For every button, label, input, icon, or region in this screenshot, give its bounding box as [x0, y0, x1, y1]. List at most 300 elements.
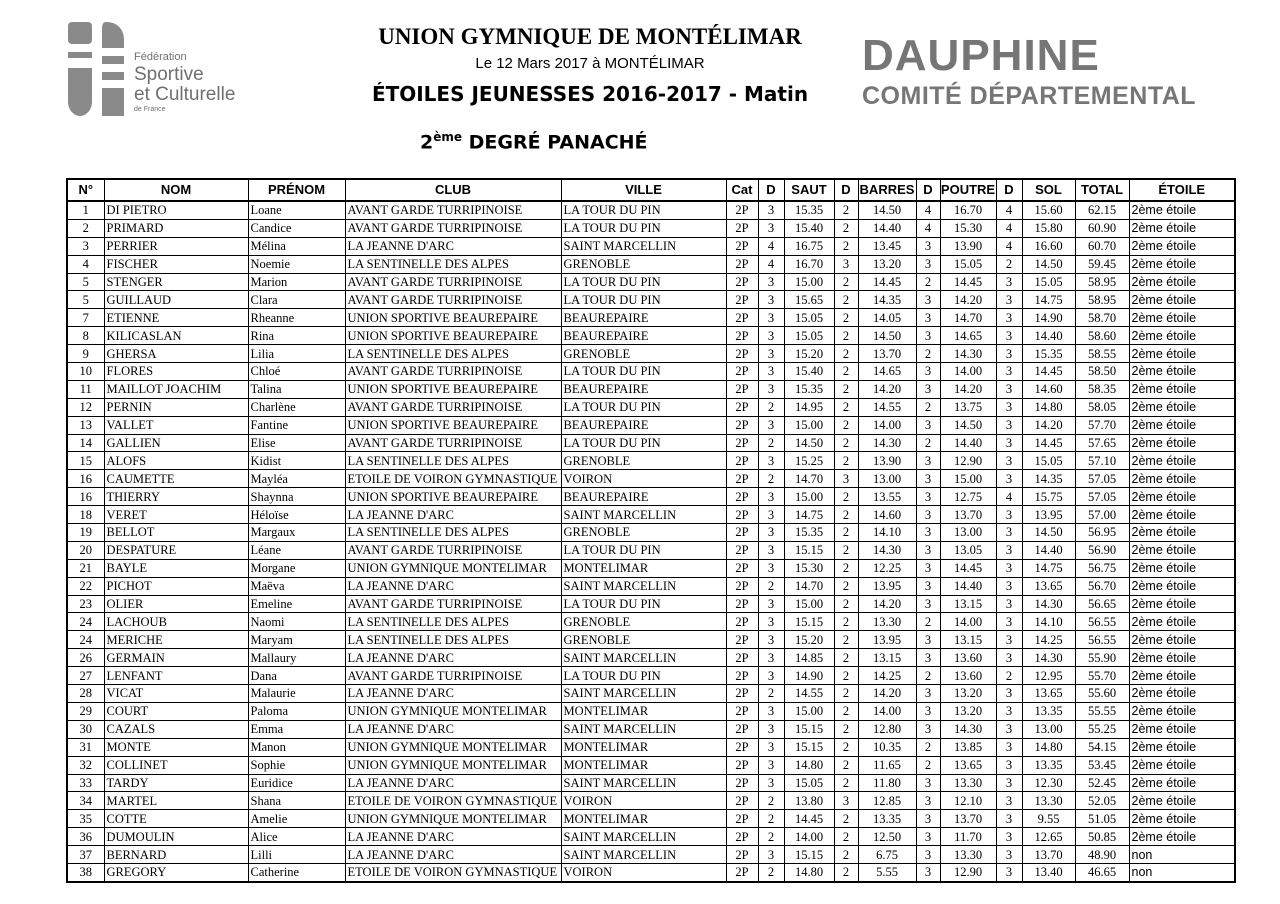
table-cell: 14.60 — [1022, 380, 1075, 398]
table-cell: 3 — [916, 685, 940, 703]
table-cell: 14.65 — [858, 363, 916, 381]
table-cell: 2ème étoile — [1129, 613, 1235, 631]
table-cell: 2 — [758, 577, 784, 595]
table-cell: 2P — [726, 345, 758, 363]
table-cell: 2ème étoile — [1129, 577, 1235, 595]
table-cell: MONTELIMAR — [561, 702, 726, 720]
table-cell: LA JEANNE D'ARC — [345, 774, 561, 792]
table-cell: 2ème étoile — [1129, 631, 1235, 649]
table-cell: 15.15 — [784, 541, 834, 559]
table-cell: 3 — [996, 631, 1022, 649]
table-cell: Héloïse — [248, 506, 345, 524]
table-cell: Léane — [248, 541, 345, 559]
table-cell: 2P — [726, 327, 758, 345]
table-cell: 13.95 — [1022, 506, 1075, 524]
table-cell: 2P — [726, 237, 758, 255]
table-cell: Maëva — [248, 577, 345, 595]
organizer-title: UNION GYMNIQUE DE MONTÉLIMAR — [378, 24, 802, 49]
table-cell: 4 — [758, 237, 784, 255]
table-cell: 60.70 — [1075, 237, 1129, 255]
table-cell: 14.40 — [940, 577, 996, 595]
table-cell: Mayléa — [248, 470, 345, 488]
table-cell: LA TOUR DU PIN — [561, 667, 726, 685]
table-cell: Clara — [248, 291, 345, 309]
table-cell: 57.70 — [1075, 416, 1129, 434]
table-cell: 3 — [758, 595, 784, 613]
table-cell: 13.30 — [940, 774, 996, 792]
table-cell: 2 — [758, 828, 784, 846]
table-cell: 14.70 — [940, 309, 996, 327]
table-cell: 2 — [834, 201, 858, 219]
table-cell: VALLET — [104, 416, 248, 434]
table-cell: non — [1129, 863, 1235, 881]
table-cell: 2 — [834, 738, 858, 756]
table-cell: GUILLAUD — [104, 291, 248, 309]
table-cell: 3 — [916, 416, 940, 434]
table-cell: UNION SPORTIVE BEAUREPAIRE — [345, 327, 561, 345]
table-cell: 13.75 — [940, 398, 996, 416]
table-cell: 2P — [726, 756, 758, 774]
table-cell: 13.65 — [940, 756, 996, 774]
table-row — [67, 702, 1235, 720]
table-cell: Morgane — [248, 559, 345, 577]
table-cell: 9 — [67, 345, 104, 363]
table-cell: 3 — [916, 488, 940, 506]
table-row — [67, 380, 1235, 398]
table-cell: 52.45 — [1075, 774, 1129, 792]
table-cell: 14.45 — [940, 559, 996, 577]
table-cell: LA JEANNE D'ARC — [345, 846, 561, 864]
table-cell: SAINT MARCELLIN — [561, 506, 726, 524]
table-cell: ETOILE DE VOIRON GYMNASTIQUE — [345, 863, 561, 881]
table-cell: 13.30 — [858, 613, 916, 631]
table-cell: 2P — [726, 577, 758, 595]
table-cell: 2ème étoile — [1129, 345, 1235, 363]
table-cell: 14.20 — [858, 380, 916, 398]
table-cell: 2ème étoile — [1129, 649, 1235, 667]
table-cell: 3 — [916, 577, 940, 595]
table-cell: 13.70 — [940, 506, 996, 524]
table-cell: 2P — [726, 828, 758, 846]
table-cell: LA JEANNE D'ARC — [345, 237, 561, 255]
table-cell: 2 — [834, 398, 858, 416]
table-cell: Elise — [248, 434, 345, 452]
table-cell: 14.75 — [1022, 291, 1075, 309]
category-rest: DEGRÉ PANACHÉ — [462, 131, 648, 154]
table-cell: OLIER — [104, 595, 248, 613]
table-cell: 15.05 — [1022, 452, 1075, 470]
table-cell: 3 — [758, 649, 784, 667]
table-cell: 7 — [67, 309, 104, 327]
table-cell: 55.55 — [1075, 702, 1129, 720]
table-cell: 2P — [726, 363, 758, 381]
table-cell: AVANT GARDE TURRIPINOISE — [345, 219, 561, 237]
table-cell: Lilli — [248, 846, 345, 864]
table-cell: 12.90 — [940, 452, 996, 470]
table-cell: SAINT MARCELLIN — [561, 720, 726, 738]
table-cell: 58.95 — [1075, 291, 1129, 309]
table-row — [67, 416, 1235, 434]
table-row — [67, 577, 1235, 595]
table-cell: CAUMETTE — [104, 470, 248, 488]
table-cell: 2ème étoile — [1129, 273, 1235, 291]
table-cell: 1 — [67, 201, 104, 219]
table-row — [67, 667, 1235, 685]
table-cell: 3 — [996, 702, 1022, 720]
table-cell: LA TOUR DU PIN — [561, 398, 726, 416]
table-row — [67, 255, 1235, 273]
table-cell: 3 — [758, 291, 784, 309]
table-cell: LA SENTINELLE DES ALPES — [345, 255, 561, 273]
table-cell: TARDY — [104, 774, 248, 792]
table-cell: 3 — [758, 488, 784, 506]
table-cell: 3 — [996, 273, 1022, 291]
table-cell: 2 — [916, 756, 940, 774]
table-cell: 14.30 — [858, 434, 916, 452]
table-row — [67, 327, 1235, 345]
table-cell: 3 — [916, 327, 940, 345]
table-cell: 57.65 — [1075, 434, 1129, 452]
table-cell: 3 — [916, 506, 940, 524]
table-cell: 2ème étoile — [1129, 595, 1235, 613]
table-cell: 3 — [758, 273, 784, 291]
table-cell: MONTE — [104, 738, 248, 756]
table-cell: AVANT GARDE TURRIPINOISE — [345, 291, 561, 309]
table-cell: 2ème étoile — [1129, 255, 1235, 273]
table-cell: Loane — [248, 201, 345, 219]
table-cell: 16 — [67, 470, 104, 488]
table-cell: 13.70 — [940, 810, 996, 828]
table-cell: 2 — [834, 237, 858, 255]
table-cell: 2 — [834, 524, 858, 542]
table-cell: 2ème étoile — [1129, 237, 1235, 255]
table-cell: 14.00 — [784, 828, 834, 846]
table-row — [67, 613, 1235, 631]
table-cell: 3 — [996, 327, 1022, 345]
table-cell: 14.45 — [940, 273, 996, 291]
table-cell: 2P — [726, 559, 758, 577]
table-cell: 2ème étoile — [1129, 327, 1235, 345]
table-cell: LA TOUR DU PIN — [561, 219, 726, 237]
table-cell: 12.90 — [940, 863, 996, 881]
column-header: D — [834, 179, 858, 201]
table-cell: 14.40 — [1022, 327, 1075, 345]
table-cell: 2 — [834, 595, 858, 613]
table-cell: 2P — [726, 846, 758, 864]
table-cell: MONTELIMAR — [561, 559, 726, 577]
table-cell: 2 — [834, 219, 858, 237]
table-cell: GALLIEN — [104, 434, 248, 452]
table-cell: 59.45 — [1075, 255, 1129, 273]
ffs-logo-line2: Sportive — [134, 64, 204, 85]
table-cell: 2 — [834, 863, 858, 881]
table-cell: 2 — [834, 380, 858, 398]
table-cell: 3 — [996, 846, 1022, 864]
table-cell: 3 — [996, 524, 1022, 542]
column-header: VILLE — [561, 179, 726, 201]
table-cell: 3 — [758, 720, 784, 738]
table-cell: MONTELIMAR — [561, 756, 726, 774]
table-row — [67, 685, 1235, 703]
table-cell: 2ème étoile — [1129, 309, 1235, 327]
table-cell: 15.35 — [784, 380, 834, 398]
table-cell: 2P — [726, 792, 758, 810]
column-header: D — [758, 179, 784, 201]
table-cell: 3 — [916, 380, 940, 398]
table-cell: 3 — [996, 291, 1022, 309]
table-cell: 13.70 — [1022, 846, 1075, 864]
table-cell: 2 — [834, 667, 858, 685]
table-row — [67, 219, 1235, 237]
table-cell: 2P — [726, 524, 758, 542]
table-cell: 2P — [726, 631, 758, 649]
table-cell: BEAUREPAIRE — [561, 380, 726, 398]
table-cell: 2 — [834, 631, 858, 649]
table-cell: 14.90 — [784, 667, 834, 685]
table-cell: 3 — [758, 416, 784, 434]
table-cell: 3 — [758, 363, 784, 381]
table-cell: 11 — [67, 380, 104, 398]
table-cell: 14.30 — [858, 541, 916, 559]
table-cell: 2P — [726, 685, 758, 703]
table-cell: 28 — [67, 685, 104, 703]
table-cell: 12.85 — [858, 792, 916, 810]
table-cell: 2 — [834, 649, 858, 667]
table-cell: 14.90 — [1022, 309, 1075, 327]
table-cell: 15.05 — [940, 255, 996, 273]
table-cell: VOIRON — [561, 863, 726, 881]
table-cell: 35 — [67, 810, 104, 828]
table-cell: 2 — [996, 255, 1022, 273]
table-cell: 2 — [916, 398, 940, 416]
table-cell: 2 — [834, 846, 858, 864]
table-cell: GRENOBLE — [561, 631, 726, 649]
table-cell: 12 — [67, 398, 104, 416]
table-cell: 16 — [67, 488, 104, 506]
table-cell: 2ème étoile — [1129, 738, 1235, 756]
column-header: SOL — [1022, 179, 1075, 201]
table-row — [67, 792, 1235, 810]
table-row — [67, 756, 1235, 774]
table-cell: SAINT MARCELLIN — [561, 577, 726, 595]
table-cell: 15.15 — [784, 613, 834, 631]
table-cell: 3 — [758, 702, 784, 720]
table-cell: 2ème étoile — [1129, 434, 1235, 452]
table-cell: 3 — [916, 524, 940, 542]
table-header-row — [67, 179, 1235, 201]
table-cell: 15.15 — [784, 720, 834, 738]
table-cell: 3 — [916, 828, 940, 846]
column-header: CLUB — [345, 179, 561, 201]
table-cell: 13.30 — [940, 846, 996, 864]
table-cell: 2 — [916, 434, 940, 452]
column-header: SAUT — [784, 179, 834, 201]
table-cell: 2 — [758, 792, 784, 810]
table-cell: 2 — [758, 434, 784, 452]
table-cell: 4 — [996, 488, 1022, 506]
table-cell: AVANT GARDE TURRIPINOISE — [345, 595, 561, 613]
table-cell: 57.00 — [1075, 506, 1129, 524]
table-cell: Sophie — [248, 756, 345, 774]
table-row — [67, 720, 1235, 738]
table-cell: LA TOUR DU PIN — [561, 273, 726, 291]
table-cell: 16.60 — [1022, 237, 1075, 255]
table-cell: 13.35 — [1022, 756, 1075, 774]
table-cell: 13.30 — [1022, 792, 1075, 810]
table-cell: 14.35 — [1022, 470, 1075, 488]
table-cell: 2 — [834, 345, 858, 363]
table-cell: 13.60 — [940, 667, 996, 685]
table-cell: 3 — [996, 738, 1022, 756]
table-cell: 14.30 — [1022, 595, 1075, 613]
table-cell: Marion — [248, 273, 345, 291]
table-cell: 3 — [758, 667, 784, 685]
table-cell: ETOILE DE VOIRON GYMNASTIQUE — [345, 792, 561, 810]
table-cell: SAINT MARCELLIN — [561, 774, 726, 792]
table-row — [67, 810, 1235, 828]
table-cell: 14.95 — [784, 398, 834, 416]
table-cell: 2ème étoile — [1129, 488, 1235, 506]
table-cell: 12.95 — [1022, 667, 1075, 685]
table-cell: 14.40 — [1022, 541, 1075, 559]
table-cell: 2 — [67, 219, 104, 237]
table-row — [67, 452, 1235, 470]
table-cell: 14.10 — [1022, 613, 1075, 631]
date-place: Le 12 Mars 2017 à MONTÉLIMAR — [475, 55, 705, 72]
table-cell: 4 — [996, 219, 1022, 237]
table-cell: 15.20 — [784, 631, 834, 649]
table-cell: 12.80 — [858, 720, 916, 738]
table-cell: GERMAIN — [104, 649, 248, 667]
table-cell: 15 — [67, 452, 104, 470]
ffs-logo-line1: Fédération — [134, 51, 187, 63]
table-cell: 18 — [67, 506, 104, 524]
table-cell: 55.25 — [1075, 720, 1129, 738]
table-cell: 3 — [916, 291, 940, 309]
table-cell: 3 — [996, 470, 1022, 488]
table-cell: 2P — [726, 506, 758, 524]
table-cell: 3 — [916, 810, 940, 828]
table-cell: 8 — [67, 327, 104, 345]
column-header: BARRES — [858, 179, 916, 201]
table-cell: 12.10 — [940, 792, 996, 810]
table-cell: BEAUREPAIRE — [561, 416, 726, 434]
table-cell: 56.75 — [1075, 559, 1129, 577]
table-cell: 15.80 — [1022, 219, 1075, 237]
table-cell: 5.55 — [858, 863, 916, 881]
table-cell: 15.20 — [784, 345, 834, 363]
table-cell: 2 — [834, 506, 858, 524]
table-cell: 2 — [758, 863, 784, 881]
dauphine-logo-line1: DAUPHINE — [862, 31, 1100, 80]
column-header: POUTRE — [940, 179, 996, 201]
table-cell: 3 — [916, 470, 940, 488]
table-cell: 3 — [758, 738, 784, 756]
table-cell: 3 — [834, 792, 858, 810]
table-cell: 14.75 — [784, 506, 834, 524]
table-cell: THIERRY — [104, 488, 248, 506]
table-cell: 58.70 — [1075, 309, 1129, 327]
table-cell: 14.50 — [940, 416, 996, 434]
table-cell: PICHOT — [104, 577, 248, 595]
table-cell: MERICHE — [104, 631, 248, 649]
table-cell: UNION GYMNIQUE MONTELIMAR — [345, 738, 561, 756]
table-cell: VERET — [104, 506, 248, 524]
document-header — [300, 22, 880, 112]
table-row — [67, 863, 1235, 881]
table-cell: 4 — [996, 237, 1022, 255]
table-cell: 2 — [758, 398, 784, 416]
table-cell: UNION GYMNIQUE MONTELIMAR — [345, 810, 561, 828]
table-cell: 13.00 — [1022, 720, 1075, 738]
table-cell: 16.70 — [940, 201, 996, 219]
table-cell: LA JEANNE D'ARC — [345, 649, 561, 667]
table-cell: 58.35 — [1075, 380, 1129, 398]
table-cell: 2P — [726, 595, 758, 613]
table-cell: 2 — [834, 756, 858, 774]
table-cell: 13.15 — [940, 631, 996, 649]
table-cell: 2 — [834, 685, 858, 703]
table-cell: 2ème étoile — [1129, 559, 1235, 577]
table-cell: 13.40 — [1022, 863, 1075, 881]
table-cell: 3 — [996, 863, 1022, 881]
table-cell: 58.55 — [1075, 345, 1129, 363]
table-cell: 2P — [726, 738, 758, 756]
column-header: D — [996, 179, 1022, 201]
table-cell: 3 — [996, 434, 1022, 452]
table-cell: 15.00 — [784, 488, 834, 506]
table-cell: 3 — [916, 452, 940, 470]
table-cell: 3 — [996, 380, 1022, 398]
table-cell: 3 — [758, 846, 784, 864]
table-cell: 14.00 — [858, 702, 916, 720]
table-cell: 2ème étoile — [1129, 720, 1235, 738]
table-cell: 2P — [726, 291, 758, 309]
table-cell: 14.50 — [1022, 524, 1075, 542]
table-cell: 3 — [996, 774, 1022, 792]
table-cell: 14.35 — [858, 291, 916, 309]
table-cell: GRENOBLE — [561, 345, 726, 363]
table-cell: 15.05 — [1022, 273, 1075, 291]
table-cell: UNION GYMNIQUE MONTELIMAR — [345, 702, 561, 720]
table-cell: 56.90 — [1075, 541, 1129, 559]
table-cell: VOIRON — [561, 792, 726, 810]
table-cell: SAINT MARCELLIN — [561, 237, 726, 255]
table-cell: LA SENTINELLE DES ALPES — [345, 631, 561, 649]
table-cell: 3 — [916, 649, 940, 667]
table-cell: 51.05 — [1075, 810, 1129, 828]
table-cell: 4 — [67, 255, 104, 273]
table-cell: 5 — [67, 291, 104, 309]
table-cell: 20 — [67, 541, 104, 559]
table-row — [67, 524, 1235, 542]
table-cell: 2ème étoile — [1129, 541, 1235, 559]
table-cell: ALOFS — [104, 452, 248, 470]
table-cell: 14.05 — [858, 309, 916, 327]
table-cell: 13.35 — [1022, 702, 1075, 720]
table-cell: 2 — [996, 667, 1022, 685]
table-cell: AVANT GARDE TURRIPINOISE — [345, 273, 561, 291]
table-cell: Fantine — [248, 416, 345, 434]
table-cell: 2P — [726, 649, 758, 667]
table-row — [67, 631, 1235, 649]
table-cell: LACHOUB — [104, 613, 248, 631]
table-cell: 3 — [996, 452, 1022, 470]
table-cell: COLLINET — [104, 756, 248, 774]
table-cell: 3 — [758, 506, 784, 524]
table-cell: 3 — [916, 774, 940, 792]
table-cell: 12.30 — [1022, 774, 1075, 792]
